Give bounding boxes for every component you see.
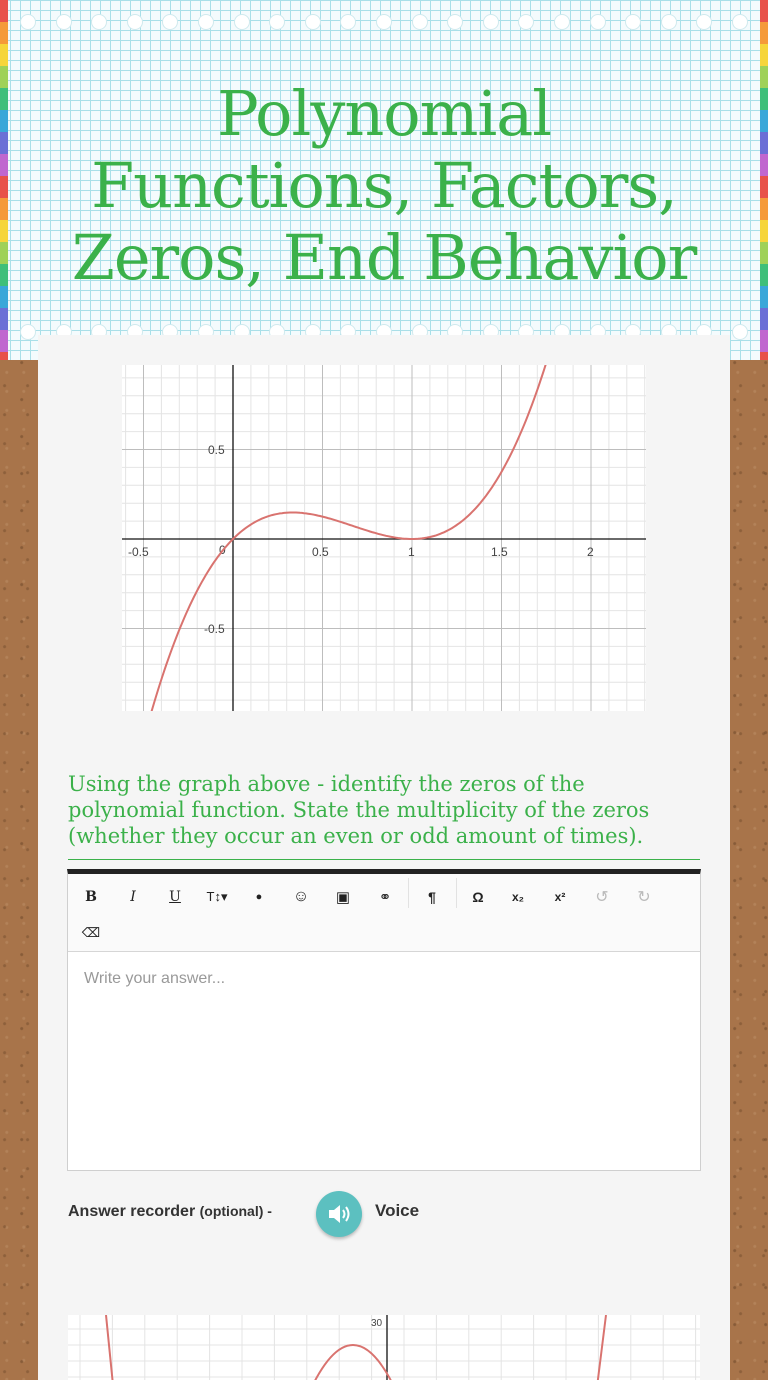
link-icon[interactable]: ⚭ bbox=[378, 889, 392, 906]
paragraph-direction-icon[interactable]: ¶ bbox=[428, 889, 436, 905]
title-line-1: Polynomial bbox=[216, 77, 552, 150]
x-tick-0-5: 0.5 bbox=[312, 545, 329, 559]
superscript-button[interactable]: x² bbox=[554, 890, 566, 904]
rainbow-border-right bbox=[760, 0, 768, 360]
answer-editor bbox=[67, 869, 701, 1171]
notebook-holes-top bbox=[20, 14, 748, 34]
image-icon[interactable]: ▣ bbox=[335, 889, 351, 906]
title-line-2: Functions, Factors, bbox=[91, 149, 677, 222]
y-tick-neg-0-5: -0.5 bbox=[204, 622, 225, 636]
text-size-dropdown[interactable]: T↕▾ bbox=[206, 889, 228, 904]
speaker-icon bbox=[325, 1200, 353, 1228]
undo-icon[interactable]: ↺ bbox=[595, 889, 609, 906]
x-tick-1: 1 bbox=[408, 545, 415, 559]
question-text: Using the graph above - identify the zeros of the polynomial function. State the multiplicity of the zeros (whether they occur an even or odd amount of times). bbox=[68, 771, 700, 860]
page-title bbox=[60, 78, 708, 294]
subscript-button[interactable]: x₂ bbox=[511, 890, 524, 904]
underline-button[interactable]: U bbox=[169, 889, 181, 905]
italic-button[interactable]: I bbox=[130, 889, 136, 905]
text-color-icon[interactable]: ● bbox=[255, 891, 263, 903]
rainbow-border-left bbox=[0, 0, 8, 360]
x-tick-neg-0-5: -0.5 bbox=[128, 545, 149, 559]
special-character-icon[interactable]: Ω bbox=[472, 889, 484, 905]
second-polynomial-graph bbox=[68, 1315, 700, 1380]
recorder-optional: (optional) - bbox=[199, 1203, 272, 1219]
polynomial-graph bbox=[122, 365, 646, 711]
voice-label[interactable]: Voice bbox=[375, 1201, 420, 1220]
x-tick-2: 2 bbox=[587, 545, 594, 559]
speaker-icon-button[interactable] bbox=[316, 1191, 362, 1237]
page-header bbox=[0, 0, 768, 360]
x-tick-1-5: 1.5 bbox=[491, 545, 508, 559]
redo-icon[interactable]: ↻ bbox=[637, 889, 651, 906]
clear-formatting-icon[interactable]: ⌫ bbox=[81, 925, 101, 940]
title-line-3: Zeros, End Behavior bbox=[71, 221, 697, 294]
recorder-label bbox=[68, 1203, 272, 1221]
emoji-icon[interactable]: ☺ bbox=[292, 888, 310, 905]
answer-recorder bbox=[68, 1191, 488, 1237]
y-tick-0-5: 0.5 bbox=[208, 443, 225, 457]
recorder-title: Answer recorder bbox=[68, 1203, 196, 1220]
y-tick-30: 30 bbox=[371, 1318, 383, 1329]
x-tick-0: 0 bbox=[219, 543, 226, 557]
bold-button[interactable]: B bbox=[85, 889, 97, 905]
editor-toolbar bbox=[68, 874, 700, 952]
worksheet-card bbox=[38, 335, 730, 1380]
answer-input[interactable]: Write your answer... bbox=[84, 970, 226, 987]
